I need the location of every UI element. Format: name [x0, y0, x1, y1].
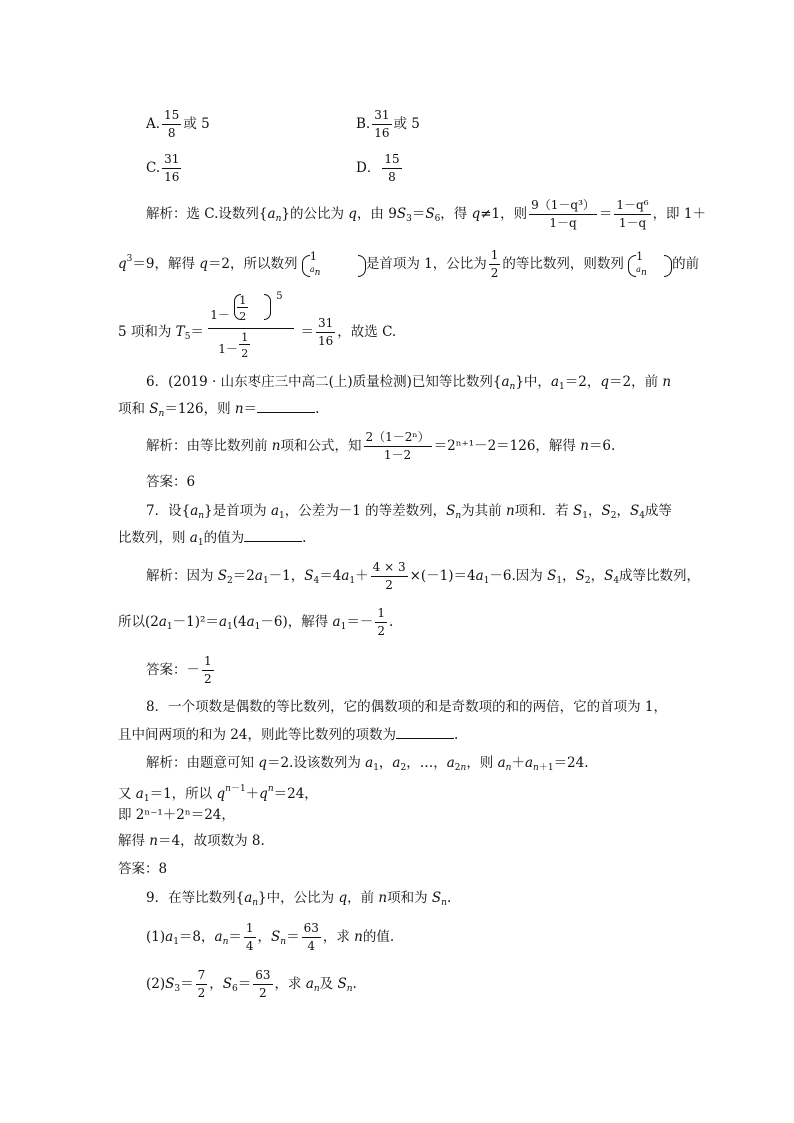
fraction: $\frac{31}{16}$	[374, 108, 390, 140]
sequence-braces: 1 $a_n$	[628, 254, 672, 276]
q5-solution-line2: $q^3=9$，解得 q＝2，所以数列 1 $a_n$ 是首项为 1，公比为 $\frac{1}{2}$ 的等比数列，则数列 1 $a_n$ 的前	[118, 248, 700, 280]
fraction: $\frac{1}{2}$	[204, 654, 212, 686]
fraction: $\frac{\text{2（1－2ⁿ）}}{1-2}$	[365, 430, 430, 462]
option-a: A. $\frac{15}{8}$ 或 5	[146, 108, 210, 140]
q8-answer: 答案：8	[118, 861, 168, 877]
option-c: C. $\frac{31}{16}$	[146, 152, 180, 184]
q9-stem: 9．在等比数列$\{a_n\}$中，公比为 q，前 n项和为 $S_n$.	[146, 890, 452, 908]
fraction: $\frac{1}{4}$	[245, 921, 254, 953]
q7-answer: 答案：－ $\frac{1}{2}$	[146, 654, 212, 686]
answer-blank[interactable]	[244, 527, 302, 542]
q8-solution-line4: 解得 n＝4，故项数为 8.	[118, 833, 265, 849]
q6-stem-line2: 项和 $S_n=126$，则 n＝ .	[118, 398, 319, 423]
fraction: $\frac{63}{4}$	[303, 921, 319, 953]
q6-solution: 解析：由等比数列前 n项和公式，知 $\frac{\text{2（1－2ⁿ）}}{1-2}$ ＝2ⁿ⁺¹－2＝126，解得 n＝6.	[146, 430, 616, 462]
fraction: $\frac{15}{8}$	[384, 152, 400, 184]
q7-solution-line1: 解析：因为 $S_2=2a_1-1$，$S_4=4a_1+$ $\frac{4 \times 3}{2}$ $\times(-1)=4a_1-6$.因为 $S_1$，$S_2$，$S_4$成等比数列，	[146, 560, 701, 592]
fraction: $\frac{1}{2}$	[490, 248, 499, 280]
q7-stem-line1: 7．设$\{a_n\}$是首项为 $a_1$，公差为－1 的等差数列，$S_n$为其前 n项和．若 $S_1$，$S_2$，$S_4$成等	[146, 503, 672, 521]
q9-part2: $(2)S_3=$ $\frac{7}{2}$ ，$S_6=$ $\frac{63}{2}$ ，求 $a_n$及 $S_n$.	[146, 968, 357, 1000]
fraction: $\frac{4 \times 3}{2}$	[372, 560, 406, 592]
fraction: $\frac{7}{2}$	[197, 968, 206, 1000]
q8-solution-line3: 即 2ⁿ⁻¹＋2ⁿ＝24，	[118, 807, 235, 823]
q9-part1: $(1)a_1=8$，$a_n=$ $\frac{1}{4}$ ，$S_n=$ $\frac{63}{4}$ ，求 n的值.	[146, 921, 395, 953]
big-fraction: 1－ 1 2 5 1－ 1 2	[208, 296, 296, 366]
q8-stem-line2: 且中间两项的和为 24，则此等比数列的项数为 .	[118, 724, 458, 744]
option-b: B. $\frac{31}{16}$ 或 5	[356, 108, 420, 140]
q7-stem-line2: 比数列，则 $a_1$的值为 .	[118, 527, 306, 552]
q5-solution-line1: 解析：选 C.设数列$\{a_n\}$的公比为 q，由 $9S_3=S_6$，得 q≠1，则 $\frac{\text{9（1－q³）}}{1-q}$ ＝ $\frac{\text{1－q⁶}}{1-q}$ ，即 1＋	[146, 198, 706, 230]
answer-blank[interactable]	[396, 724, 454, 739]
q8-stem-line1: 8．一个项数是偶数的等比数列，它的偶数项的和是奇数项的和的两倍，它的首项为 1，	[146, 699, 667, 715]
sequence-braces: 1 $a_n$	[302, 254, 366, 276]
fraction: $\frac{31}{16}$	[164, 152, 180, 184]
option-d: D． $\frac{15}{8}$	[356, 152, 400, 184]
q6-answer: 答案：6	[146, 474, 196, 490]
fraction: $\frac{1}{2}$	[377, 606, 385, 638]
fraction: $\frac{\text{1－q⁶}}{1-q}$	[616, 198, 649, 230]
fraction: $\frac{15}{8}$	[164, 108, 180, 140]
fraction: $\frac{\text{9（1－q³）}}{1-q}$	[531, 198, 595, 230]
fraction: $\frac{31}{16}$	[318, 316, 334, 348]
q8-solution-line2: 又 $a_1=1$，所以 $q^{n-1}+q^n=24$，	[118, 784, 318, 804]
q5-solution-line3: 5 项和为 $T_5=$ 1－ 1 2 5 1－ 1 2 ＝ $\frac{31}{16}$ ，故选 C.	[118, 296, 396, 366]
q6-stem-line1: 6．(2019 · 山东枣庄三中高二(上)质量检测)已知等比数列$\{a_n\}$中，$a_1=2$，q＝2，前 n	[146, 374, 672, 392]
q7-solution-line2: 所以$(2a_1-1)^2=a_1(4a_1-6)$，解得 $a_1=-$ $\frac{1}{2}$ .	[118, 606, 394, 638]
answer-blank[interactable]	[257, 398, 315, 413]
fraction: $\frac{63}{2}$	[255, 968, 271, 1000]
q8-solution-line1: 解析：由题意可知 q＝2.设该数列为 $a_1$，$a_2$，…，$a_{2n}$，则 $a_n+a_{n+1}=24$.	[146, 755, 589, 773]
